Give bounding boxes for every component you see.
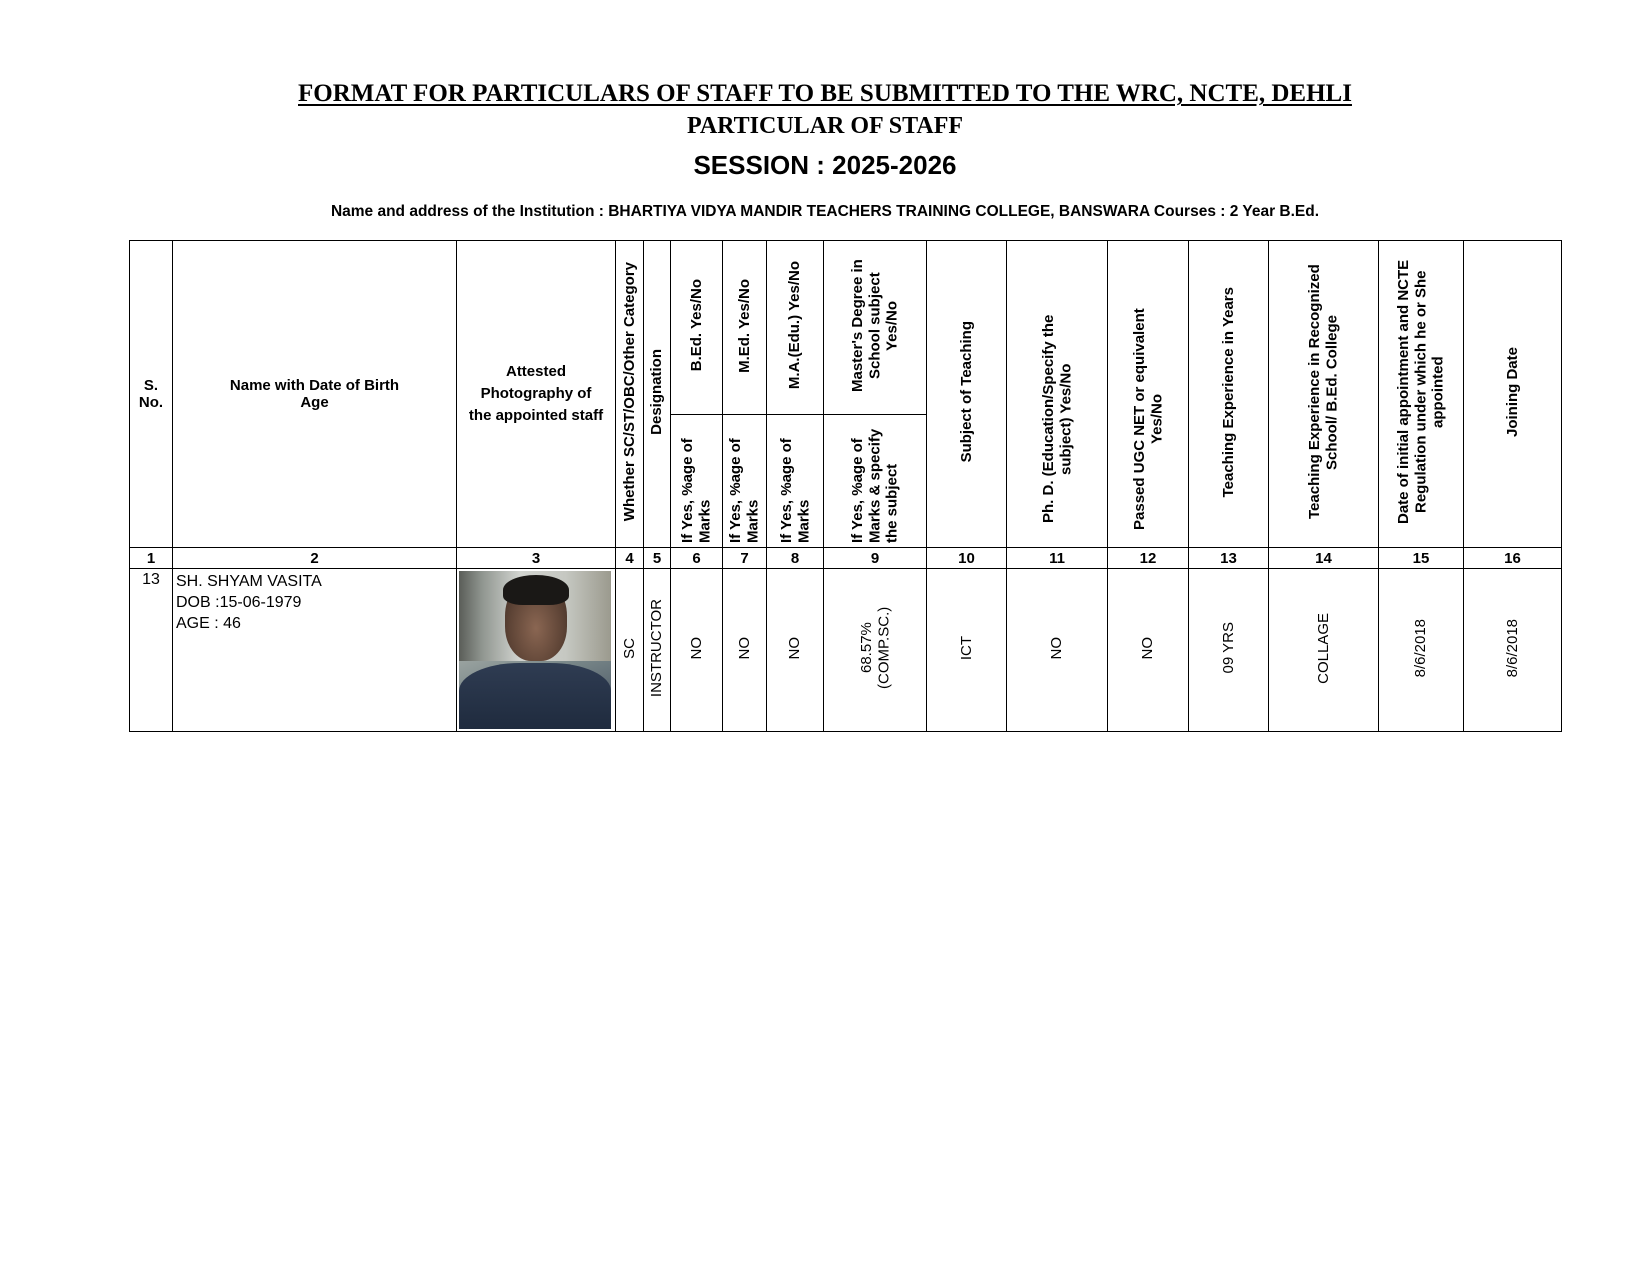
document-subtitle: PARTICULAR OF STAFF [686, 113, 964, 139]
col-header-masters-marks: If Yes, %age of Marks & specify the subject [824, 415, 927, 548]
staff-photo-cell [457, 569, 616, 732]
col-header-category: Whether SC/ST/OBC/Other Category [616, 241, 644, 548]
staff-maedu: NO [767, 569, 824, 732]
col-number: 9 [824, 548, 927, 569]
col-number: 6 [671, 548, 723, 569]
col-number: 8 [767, 548, 824, 569]
col-header-maedu: M.A.(Edu.) Yes/No [767, 241, 824, 415]
col-header-net: Passed UGC NET or equivalent Yes/No [1108, 241, 1189, 548]
col-header-bed: B.Ed. Yes/No [671, 241, 723, 415]
staff-category: SC [616, 569, 644, 732]
col-number: 15 [1379, 548, 1464, 569]
col-header-med: M.Ed. Yes/No [723, 241, 767, 415]
staff-appointment: 8/6/2018 [1379, 569, 1464, 732]
col-header-name: Name with Date of Birth Age [173, 241, 457, 548]
col-number: 4 [616, 548, 644, 569]
col-header-med-marks: If Yes, %age of Marks [723, 415, 767, 548]
col-header-exp: Teaching Experience in Years [1189, 241, 1269, 548]
col-number: 10 [927, 548, 1007, 569]
col-number: 2 [173, 548, 457, 569]
col-number: 3 [457, 548, 616, 569]
col-header-sno: S. No. [130, 241, 173, 548]
col-number: 7 [723, 548, 767, 569]
col-number: 12 [1108, 548, 1189, 569]
staff-subject: ICT [927, 569, 1007, 732]
col-number: 1 [130, 548, 173, 569]
document-title: FORMAT FOR PARTICULARS OF STAFF TO BE SUBMITTED TO THE WRC, NCTE, DEHLI [298, 80, 1352, 107]
col-header-phd: Ph. D. (Education/Specify the subject) Yes/No [1007, 241, 1108, 548]
staff-med: NO [723, 569, 767, 732]
staff-table [129, 240, 1562, 732]
col-header-exp-school: Teaching Experience in Recognized School/ B.Ed. College [1269, 241, 1379, 548]
column-number-row [130, 548, 1562, 569]
col-number: 14 [1269, 548, 1379, 569]
staff-dob: DOB :15-06-1979 [176, 594, 302, 611]
col-header-joining: Joining Date [1464, 241, 1562, 548]
col-header-masters: Master's Degree in School subject Yes/No [824, 241, 927, 415]
institution-line: Name and address of the Institution : BHARTIYA VIDYA MANDIR TEACHERS TRAINING COLLEGE, BANSWARA Courses : 2 Year B.Ed. [330, 203, 1320, 220]
col-header-subject: Subject of Teaching [927, 241, 1007, 548]
staff-designation: INSTRUCTOR [644, 569, 671, 732]
staff-name: SH. SHYAM VASITA [176, 573, 322, 590]
col-number: 5 [644, 548, 671, 569]
staff-exp-school: COLLAGE [1269, 569, 1379, 732]
session-label: SESSION : 2025-2026 [693, 150, 957, 180]
col-number: 11 [1007, 548, 1108, 569]
staff-bed: NO [671, 569, 723, 732]
table-row [130, 569, 1562, 732]
col-header-appointment: Date of initial appointment and NCTE Regulation under which he or She appointed [1379, 241, 1464, 548]
col-number: 13 [1189, 548, 1269, 569]
col-header-maedu-marks: If Yes, %age of Marks [767, 415, 824, 548]
staff-phd: NO [1007, 569, 1108, 732]
col-header-photo: Attested Photography of the appointed staff [457, 241, 616, 548]
col-number: 16 [1464, 548, 1562, 569]
staff-exp: 09 YRS [1189, 569, 1269, 732]
col-header-designation: Designation [644, 241, 671, 548]
staff-photo [459, 571, 611, 729]
staff-masters: 68.57% (COMP.SC.) [824, 569, 927, 732]
staff-sno: 13 [130, 569, 173, 732]
staff-joining: 8/6/2018 [1464, 569, 1562, 732]
staff-name-cell [173, 569, 457, 732]
staff-age: AGE : 46 [176, 615, 241, 632]
staff-net: NO [1108, 569, 1189, 732]
col-header-bed-marks: If Yes, %age of Marks [671, 415, 723, 548]
